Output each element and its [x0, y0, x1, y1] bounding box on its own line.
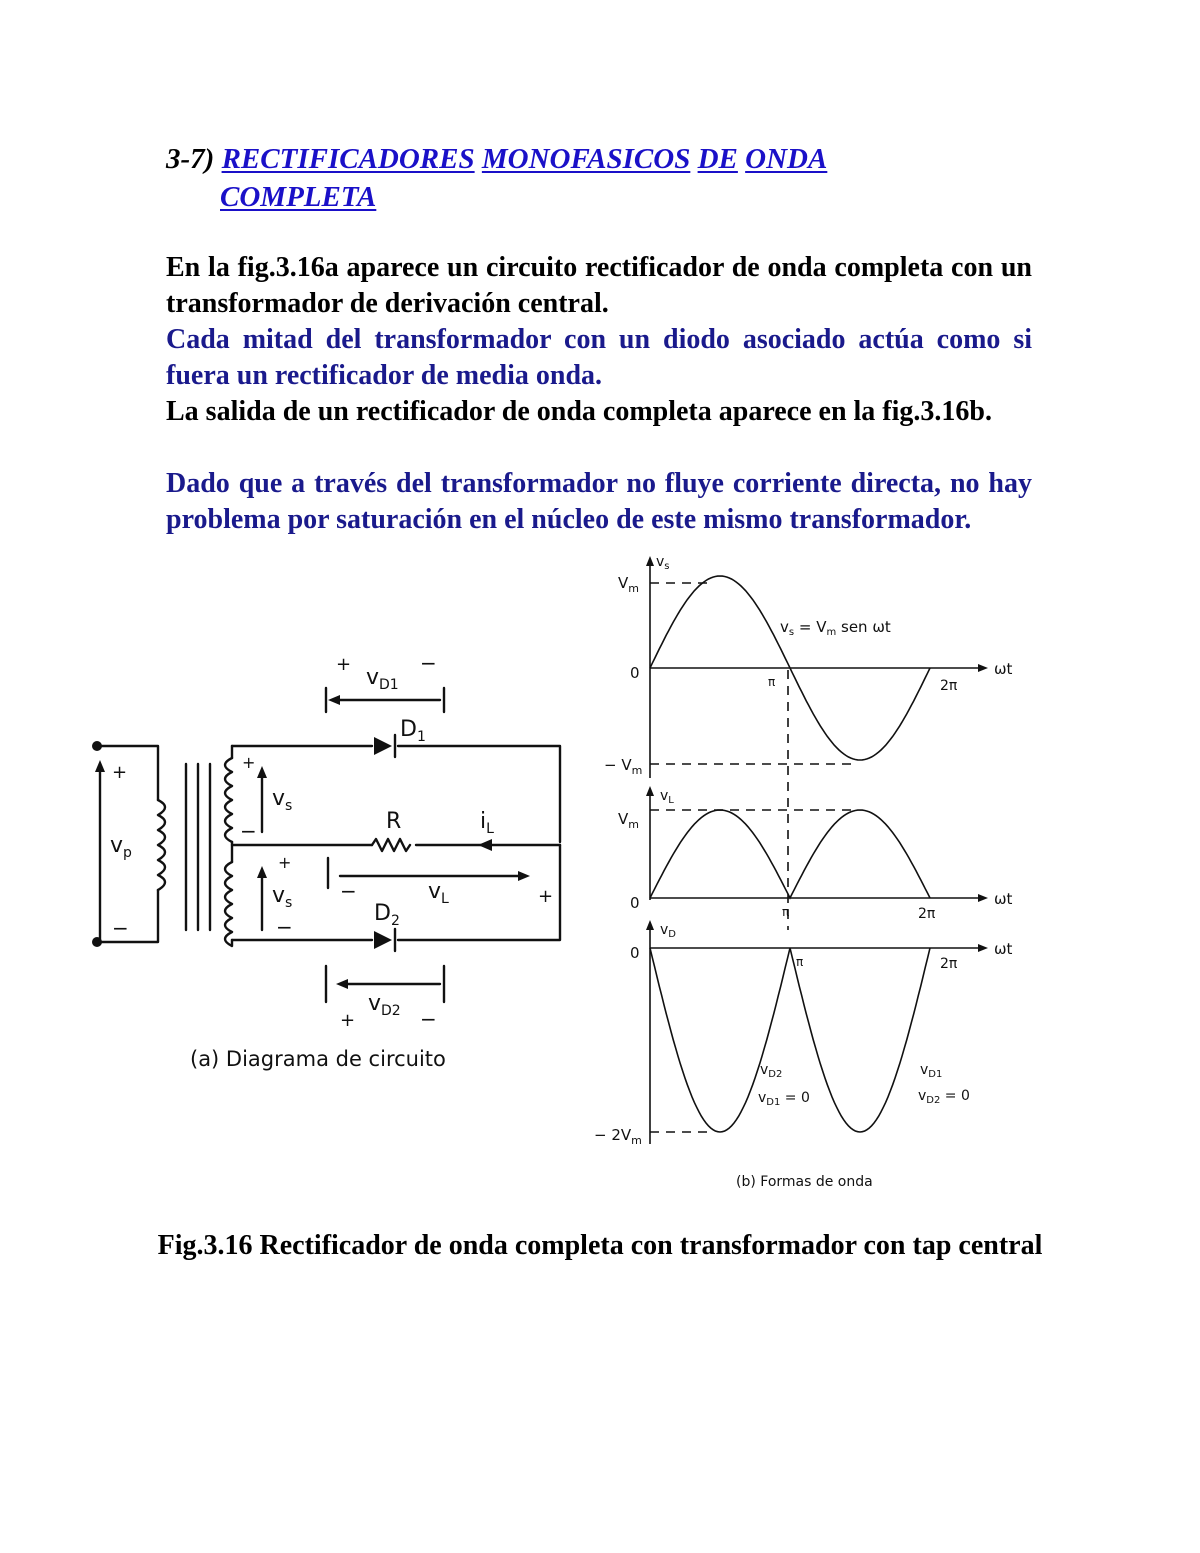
p2-pi: π: [782, 905, 790, 919]
p3-y-arrow: [646, 920, 654, 930]
vd1-label: $v_{D1}$: [366, 665, 399, 693]
circuit-caption: (a) Diagrama de circuito: [190, 1047, 446, 1071]
resistor: [372, 839, 410, 851]
p2-vm: $V_m$: [618, 810, 639, 831]
vd2-label: $v_{D2}$: [368, 991, 401, 1019]
p2-wt: ωt: [994, 890, 1013, 908]
vp-plus: +: [112, 762, 128, 783]
p1-zero: 0: [630, 664, 640, 682]
p1-y-arrow: [646, 556, 654, 566]
section-heading: [166, 140, 827, 216]
heading-word: COMPLETA: [220, 181, 377, 213]
p3-note2-a: $v_{D1}$: [920, 1062, 943, 1080]
d2-label: $D_2$: [374, 901, 400, 929]
heading-word: MONOFASICOS: [481, 143, 691, 175]
waveforms-caption: (b) Formas de onda: [736, 1174, 873, 1190]
p3-ylabel: $v_D$: [660, 922, 676, 940]
p3-note1-a: $v_{D2}$: [760, 1062, 783, 1080]
p3-neg2vm: − $2V_m$: [594, 1126, 642, 1147]
p2-ylabel: $v_L$: [660, 788, 674, 806]
vl-label: $v_L$: [428, 879, 449, 907]
wire-top-right: [398, 746, 560, 842]
vl-plus: +: [538, 886, 554, 907]
primary-wire-top: [97, 746, 158, 800]
vd1-arrow-head: [328, 695, 340, 705]
p2-zero: 0: [630, 894, 640, 912]
wire-bottom-right: [398, 845, 560, 940]
p3-x-arrow: [978, 944, 988, 952]
p1-pi: π: [768, 675, 776, 689]
vd2-arrow-head: [336, 979, 348, 989]
p1-equation: $v_s = V_m$ sen ωt: [780, 618, 891, 638]
r-label: R: [386, 809, 402, 834]
paragraph-4: Dado que a través del transformador no fluye corriente directa, no hay problema por saturación en el núcleo de este mismo transformador.: [166, 468, 1032, 535]
p3-pi: π: [796, 955, 804, 969]
vs-lower-plus: +: [278, 853, 292, 872]
il-label: $i_L$: [480, 809, 494, 837]
p2-y-arrow: [646, 786, 654, 796]
p1-2pi: 2π: [940, 678, 958, 694]
d1-label: $D_1$: [400, 717, 426, 745]
vs-upper-minus: −: [240, 819, 257, 843]
primary-coil: [158, 800, 165, 890]
p1-ylabel: $v_s$: [656, 554, 670, 572]
vs-upper-label: $v_s$: [272, 786, 293, 814]
vd2-minus: −: [420, 1007, 437, 1031]
vs-lower-label: $v_s$: [272, 883, 293, 911]
vp-label: $v_p$: [110, 833, 132, 861]
heading-word: RECTIFICADORES: [221, 143, 475, 175]
p1-wt: ωt: [994, 660, 1013, 678]
p2-x-arrow: [978, 894, 988, 902]
heading-word: DE: [697, 143, 738, 175]
paragraph-3: La salida de un rectificador de onda completa aparece en la fig.3.16b.: [166, 396, 992, 427]
section-number: 3-7): [166, 143, 215, 175]
p3-note2-b: $v_{D2} = 0$: [918, 1088, 970, 1106]
p2-2pi: 2π: [918, 906, 936, 922]
secondary-coil-lower: [225, 862, 232, 946]
waveforms-diagram: [590, 550, 1030, 1200]
vp-minus: −: [112, 916, 129, 940]
p1-x-arrow: [978, 664, 988, 672]
vp-arrow-head: [95, 760, 105, 772]
vd1-minus: −: [420, 651, 437, 675]
figure-caption: Fig.3.16 Rectificador de onda completa con transformador con tap central: [157, 1230, 1043, 1261]
paragraph-2: Cada mitad del transformador con un diodo asociado actúa como si fuera un rectificador de media onda.: [166, 324, 1032, 391]
diode-d1: [374, 737, 392, 755]
il-arrow: [478, 839, 492, 851]
vl-arrow-head: [518, 871, 530, 881]
vs-arrow-head: [257, 766, 267, 778]
vs-lower-minus: −: [276, 915, 293, 939]
vs-upper-plus: +: [242, 753, 256, 772]
p3-2pi: 2π: [940, 956, 958, 972]
vd1-plus: +: [336, 654, 352, 675]
p1-vm: $V_m$: [618, 574, 639, 595]
p3-zero: 0: [630, 944, 640, 962]
vl-minus: −: [340, 879, 357, 903]
p3-wt: ωt: [994, 940, 1013, 958]
diode-d2: [374, 931, 392, 949]
vl-waveform: [650, 810, 930, 898]
p3-note1-b: $v_{D1} = 0$: [758, 1090, 810, 1108]
heading-word: ONDA: [745, 143, 828, 175]
vd2-plus: +: [340, 1010, 356, 1031]
vs-arrow-head: [257, 866, 267, 878]
secondary-coil-upper: [225, 758, 232, 842]
circuit-diagram: [60, 640, 600, 1090]
p1-negvm: − $V_m$: [604, 756, 643, 777]
paragraph-1: En la fig.3.16a aparece un circuito rectificador de onda completa con un transformador de derivación central.: [166, 252, 1032, 319]
